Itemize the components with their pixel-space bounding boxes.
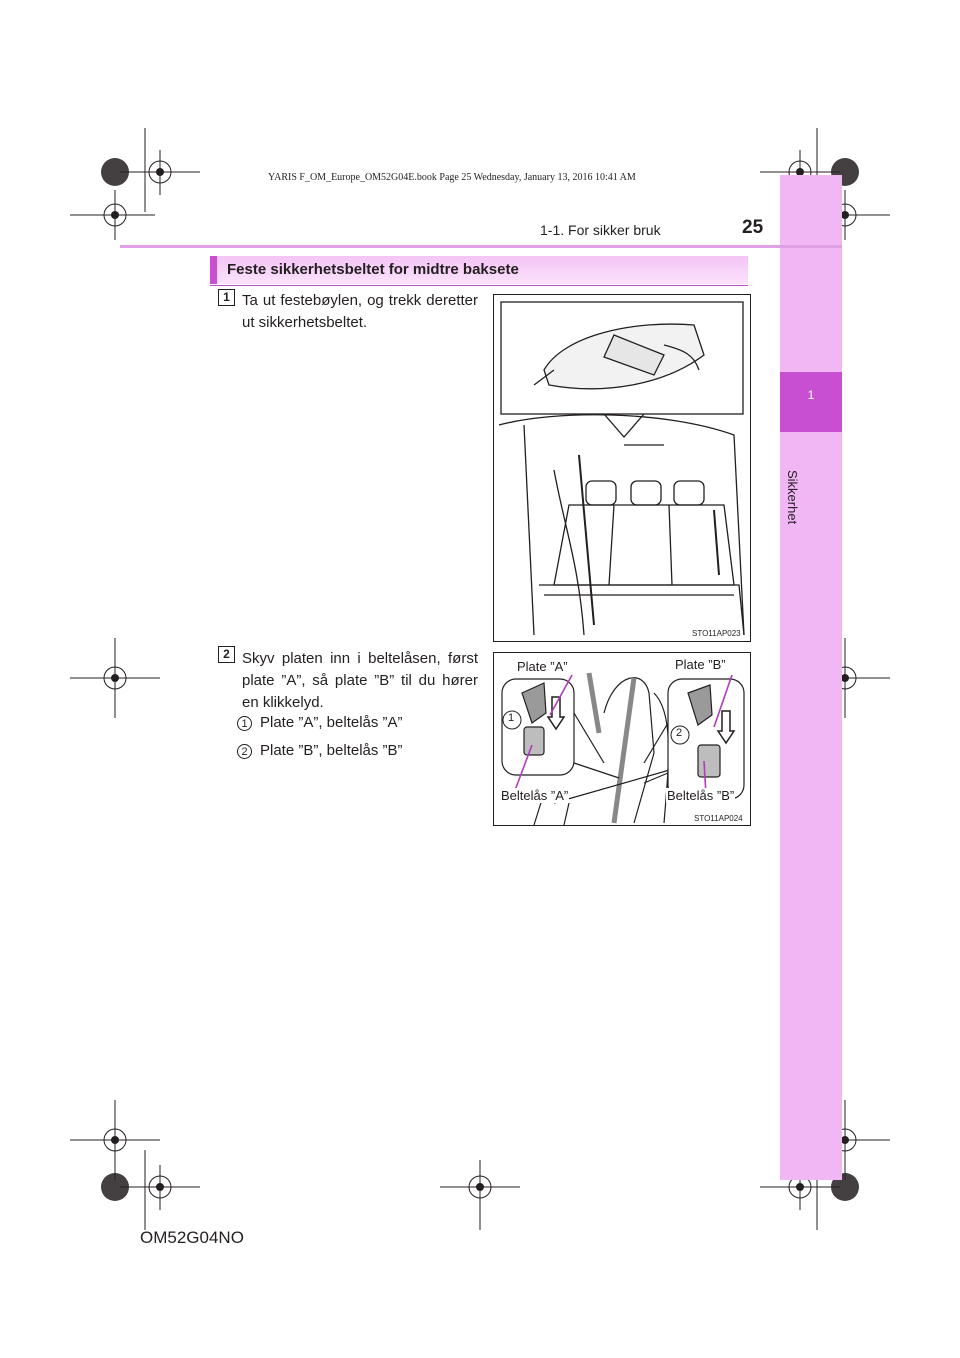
section-title: 1-1. For sikker bruk	[540, 222, 661, 238]
chapter-tab-active[interactable]	[780, 372, 842, 432]
plate-a-label: Plate ”A”	[517, 659, 568, 674]
subsection-rule	[210, 285, 748, 286]
chapter-name: Sikkerhet	[785, 470, 800, 525]
buckle-b-label: Beltelås ”B”	[667, 788, 735, 803]
header-rule	[120, 245, 842, 248]
step-text: Ta ut festebøylen, og trekk deretter ut sikkerhetsbeltet.	[242, 292, 478, 331]
rear-seat-illustration	[494, 295, 750, 641]
step-number-box: 1	[218, 289, 235, 306]
chapter-sidebar	[780, 175, 842, 1180]
page-number: 25	[742, 217, 764, 238]
figure-code: STO11AP024	[694, 814, 743, 823]
sub-item-number: 2	[237, 744, 252, 759]
buckle-a-label: Beltelås ”A”	[501, 788, 569, 803]
book-info-line: YARIS F_OM_Europe_OM52G04E.book Page 25 Wednesday, January 13, 2016 10:41 AM	[268, 172, 636, 183]
step-number-box: 2	[218, 646, 235, 663]
figure-seat-belt-anchor	[493, 294, 751, 642]
figure-buckle-insertion	[493, 652, 751, 826]
sub-item-text: Plate ”B”, beltelås ”B”	[260, 742, 403, 759]
sub-item-text: Plate ”A”, beltelås ”A”	[260, 714, 403, 731]
subsection-header	[210, 256, 748, 284]
circle-2-label: 2	[676, 727, 683, 739]
circle-1-label: 1	[508, 712, 515, 724]
subsection-title: Feste sikkerhetsbeltet for midtre baksete	[227, 261, 519, 278]
chapter-number: 1	[807, 388, 815, 402]
manual-code: OM52G04NO	[140, 1228, 244, 1247]
figure-code: STO11AP023	[692, 629, 741, 638]
sub-item-number: 1	[237, 716, 252, 731]
step-text: Skyv platen inn i beltelåsen, først plate ”A”, så plate ”B” til du hører en klikkelyd.	[242, 650, 478, 711]
plate-b-label: Plate ”B”	[675, 657, 726, 672]
